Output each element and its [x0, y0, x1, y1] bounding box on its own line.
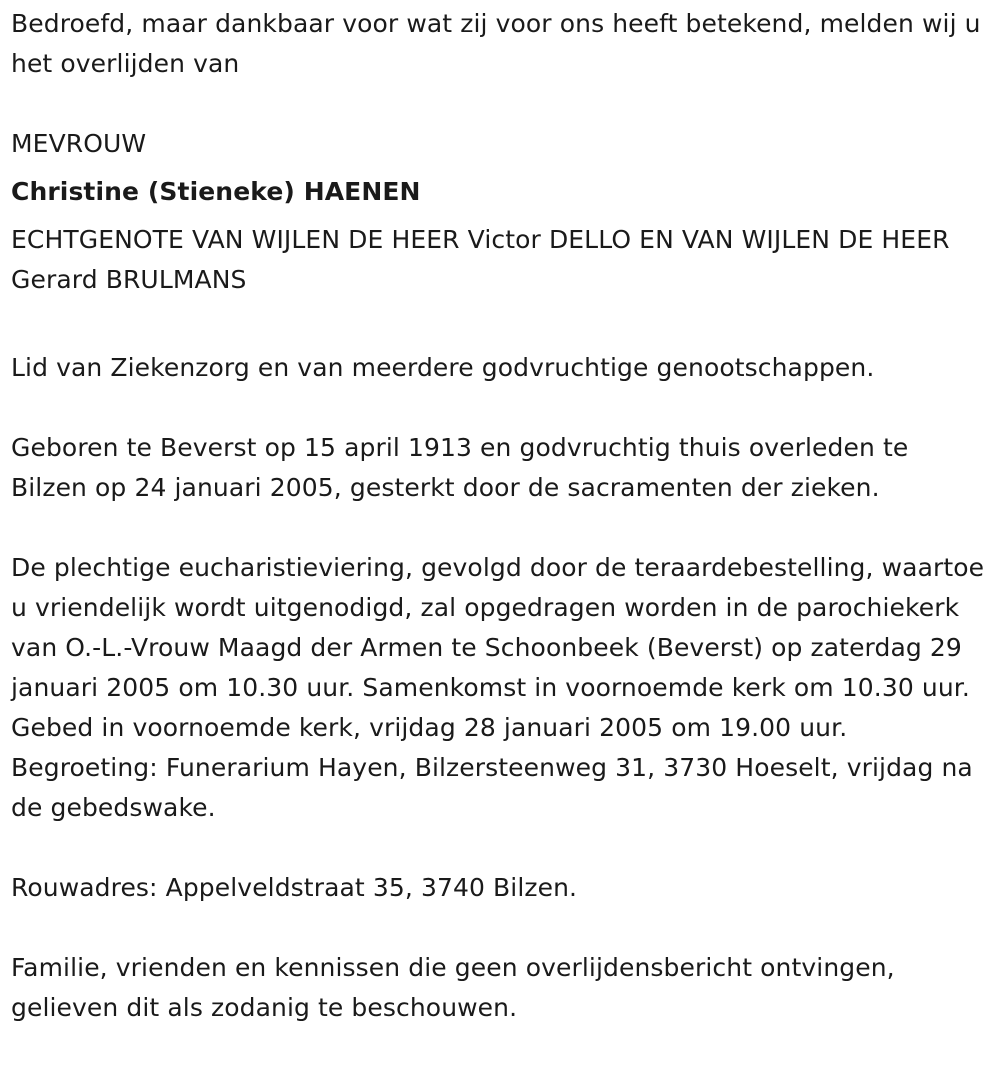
- deceased-name: Christine (Stieneke) HAENEN: [11, 177, 421, 206]
- honorific-title: MEVROUW: [11, 129, 147, 158]
- spacer: [11, 308, 986, 348]
- membership-text: Lid van Ziekenzorg en van meerdere godvruchtige genootschappen.: [11, 353, 875, 382]
- spacer: [11, 84, 986, 124]
- death-notice: [11, 4, 986, 1028]
- spouse-line: ECHTGENOTE VAN WIJLEN DE HEER Victor DELLO EN VAN WIJLEN DE HEER: [11, 225, 950, 254]
- spacer: [11, 508, 986, 548]
- spacer: [11, 388, 986, 428]
- spouse-second-line: Gerard BRULMANS: [11, 265, 247, 294]
- spacer: [11, 908, 986, 948]
- mourning-address: Rouwadres: Appelveldstraat 35, 3740 Bilzen.: [11, 873, 578, 902]
- birth-death-text: Geboren te Beverst op 15 april 1913 en godvruchtig thuis overleden te Bilzen op 24 januari 2005, gesterkt door de sacramenten der zieken.: [11, 433, 909, 502]
- closing-text: Familie, vrienden en kennissen die geen overlijdensbericht ontvingen, gelieven dit als zodanig te beschouwen.: [11, 953, 895, 1022]
- intro-text: Bedroefd, maar dankbaar voor wat zij voor ons heeft betekend, melden wij u het overlijden van: [11, 9, 981, 78]
- ceremony-text: De plechtige eucharistieviering, gevolgd door de teraardebestelling, waartoe u vriendelijk wordt uitgenodigd, zal opgedragen worden in de parochiekerk van O.-L.-Vrouw Maagd der Armen te Schoonbeek (Beverst) op zaterdag 29 januari 2005 om 10.30 uur. Samenkomst in voornoemde kerk om 10.30 uur. Gebed in voornoemde kerk, vrijdag 28 januari 2005 om 19.00 uur. Begroeting: Funerarium Hayen, Bilzersteenweg 31, 3730 Hoeselt, vrijdag na de gebedswake.: [11, 553, 985, 822]
- spacer: [11, 828, 986, 868]
